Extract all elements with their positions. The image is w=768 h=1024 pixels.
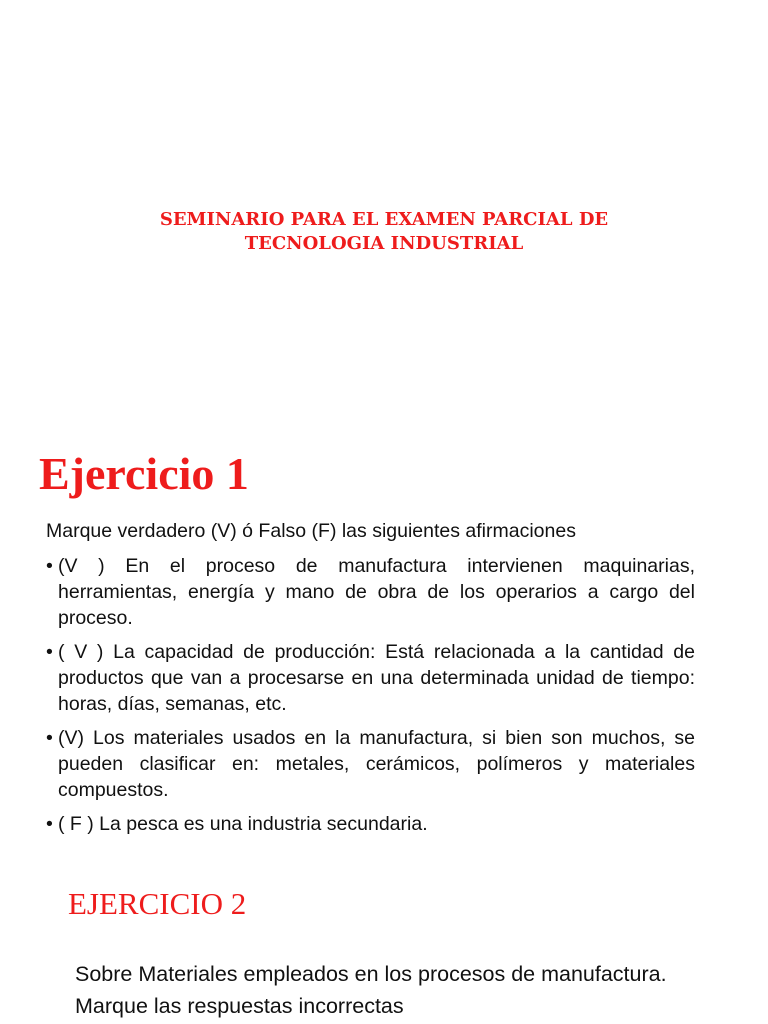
bullet-icon: • [46,641,53,663]
statement-text: (V ) En el proceso de manufactura intervienen maquinarias, herramientas, energía y mano de obra de los operarios a cargo del proceso. [58,555,695,629]
statement-text: ( F ) La pesca es una industria secundaria. [58,813,428,835]
bullet-icon: • [46,555,53,577]
bullet-icon: • [46,727,53,749]
document-title-line-1: SEMINARIO PARA EL EXAMEN PARCIAL DE [159,209,609,230]
exercise-2-heading: EJERCICIO 2 [68,886,247,921]
exercise-2-instructions: Sobre Materiales empleados en los procesos de manufactura. Marque las respuestas incorrectas [75,962,667,1018]
exercise-1-heading: Ejercicio 1 [39,448,249,499]
exercise-1-instructions: Marque verdadero (V) ó Falso (F) las siguientes afirmaciones [46,520,576,542]
bullet-icon: • [46,813,53,835]
exercise-1-statement-list [46,553,695,845]
statement-text: (V) Los materiales usados en la manufactura, si bien son muchos, se pueden clasificar en: metales, cerámicos, polímeros y materiales compuestos. [58,727,695,801]
document-title-line-2: TECNOLOGIA INDUSTRIAL [244,233,524,254]
statement-text: ( V ) La capacidad de producción: Está relacionada a la cantidad de productos que van a procesarse en una determinada unidad de tiempo: horas, días, semanas, etc. [58,641,695,715]
document-title [60,208,708,256]
statement-item [46,639,695,717]
statement-item [46,725,695,803]
statement-item [46,811,695,837]
statement-item [46,553,695,631]
